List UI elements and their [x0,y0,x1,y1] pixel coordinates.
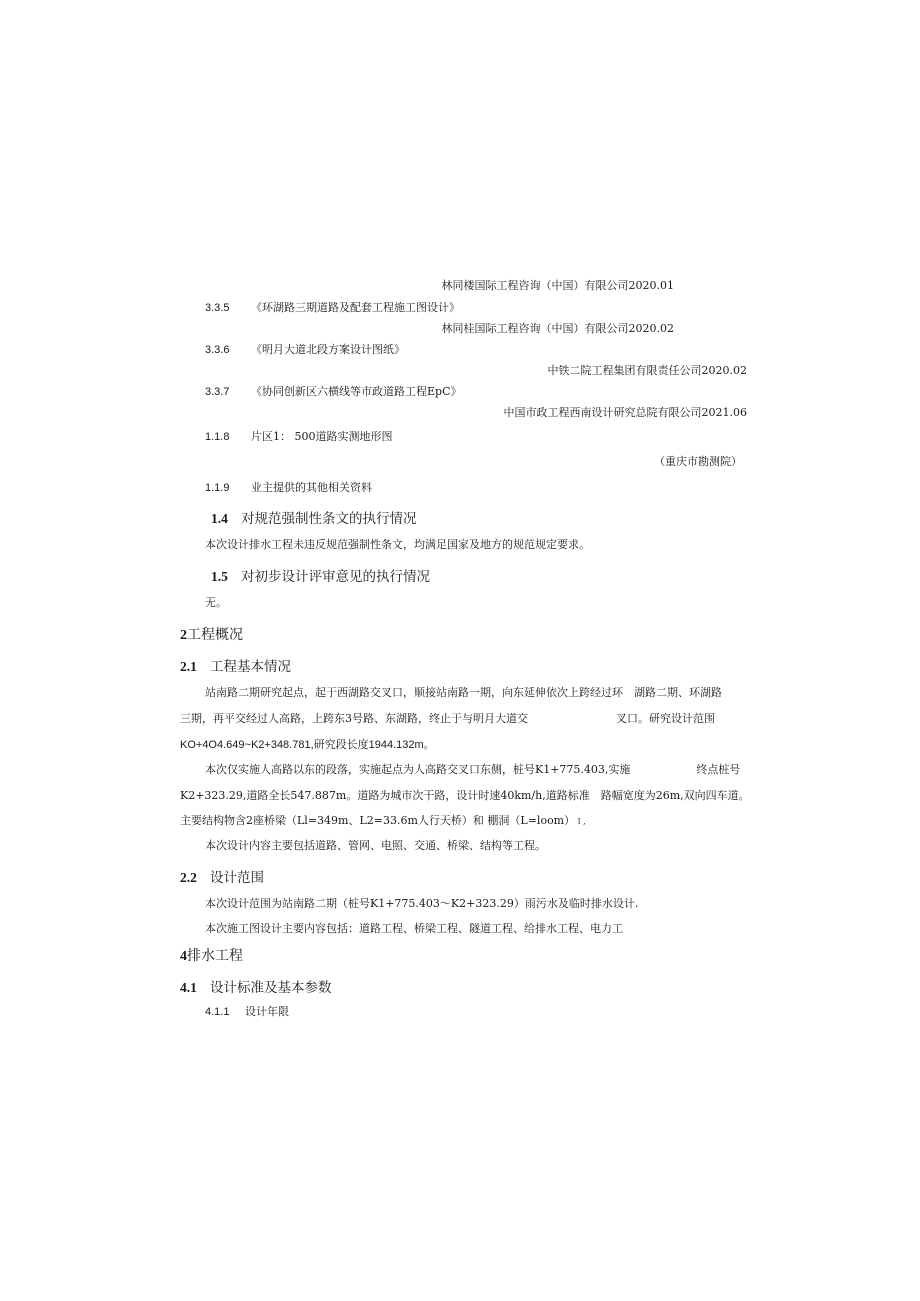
chapter-title: 排水工程 [187,948,243,964]
section-title: 对初步设计评审意见的执行情况 [241,569,430,585]
reference-item [205,385,462,399]
stray-mark: Ｉ, [575,817,586,826]
reference-title: 《协同创新区六横线等市政道路工程EpC》 [251,385,462,398]
section-heading [211,510,417,528]
paragraph: 无。 [205,596,227,609]
section-heading [211,568,430,586]
section-title: 设计范围 [210,870,264,886]
section-number: 1.5 [211,569,228,584]
subsection-item [205,1005,289,1019]
section-heading [180,979,332,997]
chapter-number: 4 [180,949,187,964]
reference-org: 中铁二院工程集团有限责任公司2020.02 [547,364,747,377]
paragraph-line: KO+4O4.649~K2+348.781,研究段长度1944.132m。 [180,739,435,751]
section-number: 2.1 [180,659,197,674]
paragraph-line: 站南路二期研究起点，起于西湖路交叉口，顺接站南路一期，向东延伸依次上跨经过环 湖路二期、环湖路 [205,686,722,699]
reference-org: （重庆市勘测院） [654,455,742,468]
reference-title: 业主提供的其他相关资料 [251,481,372,494]
paragraph-line: 本次仅实施人高路以东的段落，实施起点为人高路交叉口东侧，桩号K1+775.403,实施 终点桩号 [205,763,741,776]
section-heading [180,869,264,887]
section-number: 2.2 [180,870,197,885]
section-heading [180,658,291,676]
reference-number: 1.1.9 [205,482,230,494]
paragraph: 本次施工图设计主要内容包括：道路工程、桥梁工程、隧道工程、给排水工程、电力工 [205,922,623,935]
reference-number: 3.3.6 [205,344,230,356]
chapter-heading [180,626,243,645]
paragraph-line [180,814,586,829]
paragraph-line: 三期，再平交经过人高路，上跨东3号路、东湖路，终止于与明月大道交 叉口。研究设计范围 [180,712,715,725]
chapter-number: 2 [180,628,187,643]
paragraph: 本次设计排水工程未违反规范强制性条文，均满足国家及地方的规范规定要求。 [205,538,590,551]
reference-org: 林同楼国际工程咨询（中国）有限公司2020.01 [441,279,674,292]
paragraph-text: 主要结构物含2座桥梁（Ll=349m、L2=33.6m人行天桥）和 棚洞（L=loom） [180,814,576,827]
reference-number: 1.1.8 [205,431,230,443]
reference-org: 林同桂国际工程咨询（中国）有限公司2020.02 [441,322,674,335]
paragraph: 本次设计内容主要包括道路、管网、电照、交通、桥梁、结构等工程。 [205,839,546,852]
subsection-title: 设计年限 [245,1005,289,1018]
subsection-number: 4.1.1 [205,1006,230,1018]
reference-org: 中国市政工程西南设计研究总院有限公司2021.06 [503,406,747,419]
reference-item [205,430,393,444]
reference-number: 3.3.5 [205,302,230,314]
section-title: 工程基本情况 [210,659,291,675]
reference-title: 片区1： 500道路实测地形图 [251,430,393,443]
reference-number: 3.3.7 [205,386,230,398]
reference-item [205,343,405,357]
reference-title: 《环湖路三期道路及配套工程施工图设计》 [251,301,460,314]
section-number: 1.4 [211,511,228,526]
section-title: 设计标准及基本参数 [210,980,332,996]
section-number: 4.1 [180,980,197,995]
reference-item [205,481,372,495]
paragraph-line: K2+323.29,道路全长547.887m。道路为城市次干路，设计时速40km∕h,道路标准 路幅宽度为26m,双向四车道。 [180,789,750,802]
chapter-title: 工程概况 [187,627,243,643]
section-title: 对规范强制性条文的执行情况 [241,511,417,527]
reference-title: 《明月大道北段方案设计图纸》 [251,343,405,356]
paragraph: 本次设计范围为站南路二期（桩号K1+775.403〜K2+323.29）雨污水及临时排水设计. [205,897,639,910]
chapter-heading [180,947,243,966]
reference-item [205,301,460,315]
